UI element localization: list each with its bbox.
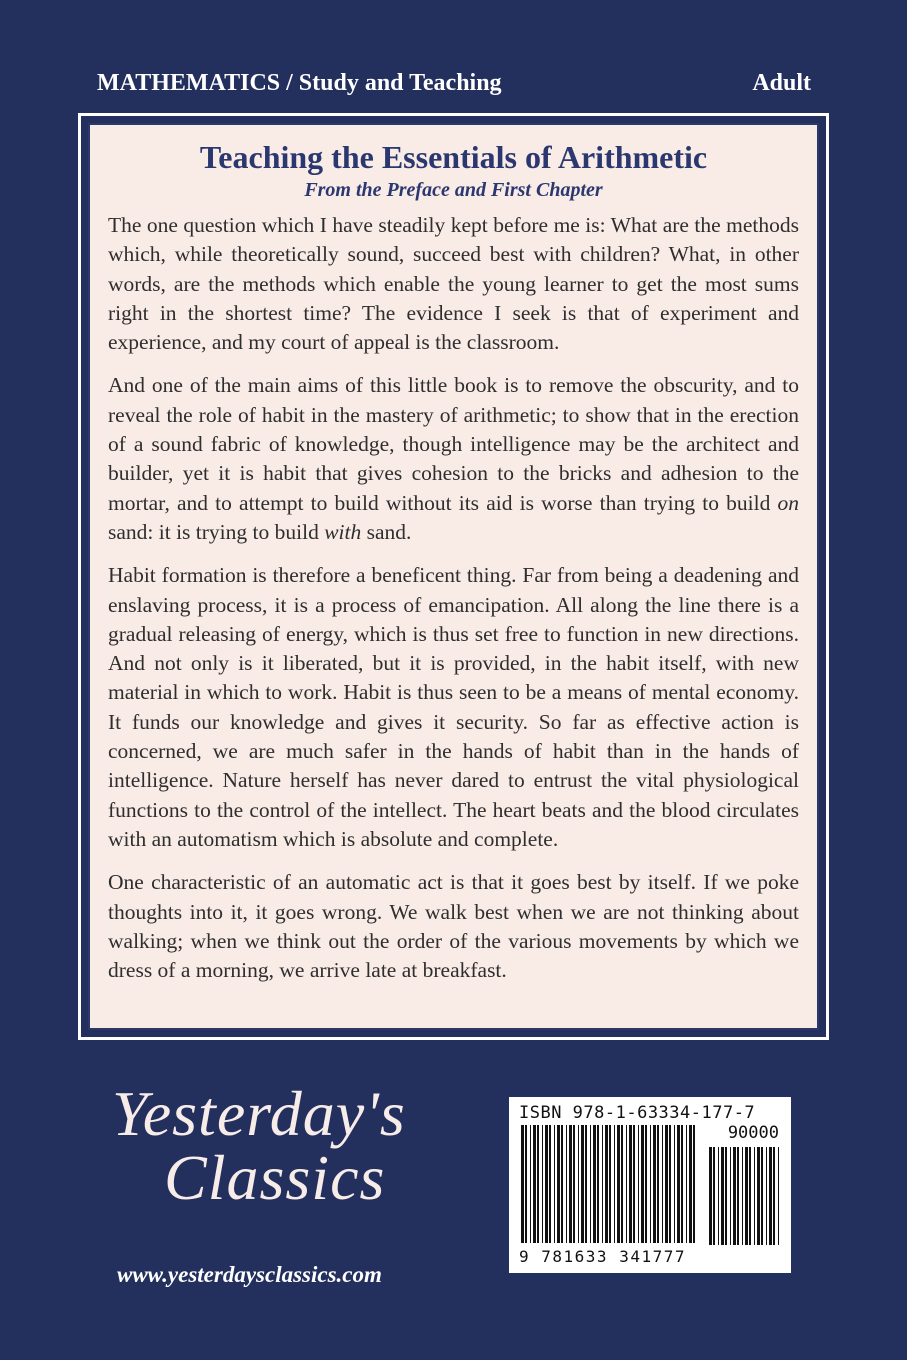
logo-line-1: Yesterday's — [112, 1078, 406, 1149]
barcode-bar — [677, 1125, 680, 1243]
p2-emphasis-with: with — [324, 519, 362, 544]
barcode-bar — [585, 1125, 587, 1243]
excerpt-panel — [88, 123, 819, 1030]
price-code: 90000 — [727, 1123, 779, 1143]
barcode-bar — [609, 1125, 611, 1243]
paragraph-4: One characteristic of an automatic act is that it goes best by itself. If we poke thoughts into it, it goes wrong. We walk best when we are not thinking about walking; when we think out the order of the various movements by which we dress of a morning, we arrive late at breakfast. — [108, 870, 799, 983]
book-title: Teaching the Essentials of Arithmetic — [199, 139, 708, 175]
barcode-bar — [645, 1125, 647, 1243]
barcode-box — [509, 1097, 791, 1273]
barcode-bar — [713, 1147, 715, 1245]
barcode-bar — [621, 1125, 623, 1243]
p2-part-b: sand: it is trying to build — [108, 519, 325, 544]
barcode-bar — [761, 1147, 763, 1245]
barcode-bar — [653, 1125, 656, 1243]
barcode-bar — [593, 1125, 596, 1243]
barcode-bar — [557, 1125, 560, 1243]
barcode-bar — [730, 1147, 731, 1245]
barcode-bar — [674, 1125, 675, 1243]
publisher-url[interactable]: www.yesterdaysclassics.com — [117, 1262, 382, 1287]
barcode-bar — [597, 1125, 599, 1243]
barcode-bar — [569, 1125, 572, 1243]
barcode-bar — [686, 1125, 687, 1243]
barcode-bar — [638, 1125, 639, 1243]
paragraph-2 — [108, 371, 799, 547]
p2-part-a: And one of the main aims of this little book is to remove the obscurity, and to reveal the role of habit in the mastery of arithmetic; to show that in the erection of a sound fabric of knowledge, though intelligence may be the architect and builder, yet it is habit that gives cohesion to the bricks and adhesion to the mortar, and to attempt to build without its aid is worse than trying to build — [108, 373, 799, 515]
barcode-bar — [626, 1125, 627, 1243]
barcode-bar — [566, 1125, 567, 1243]
ean-digits: 9 781633 341777 — [519, 1247, 686, 1266]
barcode-bar — [530, 1125, 531, 1243]
barcode-bar — [721, 1147, 724, 1245]
barcode-bar — [578, 1125, 579, 1243]
barcode-bar — [605, 1125, 608, 1243]
barcode-bar — [766, 1147, 767, 1245]
barcode-bar — [533, 1125, 536, 1243]
barcode-bar — [629, 1125, 632, 1243]
barcode-bar — [545, 1125, 548, 1243]
isbn-text: ISBN 978-1-63334-177-7 — [519, 1103, 756, 1123]
barcode-bar — [602, 1125, 603, 1243]
barcode-bar — [709, 1147, 712, 1245]
logo-line-2: Classics — [164, 1142, 386, 1213]
barcode-bar — [718, 1147, 719, 1245]
category-label: MATHEMATICS / Study and Teaching — [97, 70, 502, 96]
barcode-bar — [665, 1125, 668, 1243]
barcode-bar — [641, 1125, 644, 1243]
barcode-bar — [573, 1125, 575, 1243]
barcode-bar — [769, 1147, 772, 1245]
header — [97, 70, 811, 97]
barcode-bar — [725, 1147, 727, 1245]
barcode-bar — [693, 1125, 695, 1243]
barcode-bar — [681, 1125, 683, 1243]
barcode-bar — [754, 1147, 755, 1245]
p2-emphasis-on: on — [777, 490, 799, 515]
barcode-bar — [617, 1125, 620, 1243]
barcode-bar — [689, 1125, 692, 1243]
barcode-bar — [554, 1125, 555, 1243]
barcode-bar — [773, 1147, 775, 1245]
barcode-bars — [519, 1125, 781, 1245]
barcode-bar — [650, 1125, 651, 1243]
barcode-bar — [745, 1147, 748, 1245]
barcode-bar — [733, 1147, 736, 1245]
barcode-bar — [669, 1125, 671, 1243]
book-subtitle: From the Preface and First Chapter — [304, 179, 603, 201]
paragraph-1: The one question which I have steadily kept before me is: What are the methods which, while theoretically sound, succeed best with children? What, in other words, are the methods which enable the young learner to get the most sums right in the shortest time? The evidence I seek is that of experiment and experience, and my court of appeal is the classroom. — [108, 213, 799, 355]
barcode-bar — [742, 1147, 743, 1245]
barcode-bar — [657, 1125, 659, 1243]
barcode-bar — [521, 1125, 524, 1243]
barcode-bar — [633, 1125, 635, 1243]
barcode-bar — [525, 1125, 527, 1243]
barcode-bar — [749, 1147, 751, 1245]
barcode-bar — [757, 1147, 760, 1245]
p2-part-c: sand. — [361, 519, 412, 544]
barcode-bar — [778, 1147, 779, 1245]
barcode-bar — [542, 1125, 543, 1243]
barcode-bar — [549, 1125, 551, 1243]
barcode-bar — [537, 1125, 539, 1243]
barcode-bar — [737, 1147, 739, 1245]
barcode-bar — [581, 1125, 584, 1243]
barcode-bar — [561, 1125, 563, 1243]
publisher-logo — [112, 1078, 406, 1213]
audience-label: Adult — [752, 70, 811, 96]
barcode-bar — [590, 1125, 591, 1243]
paragraph-3: Habit formation is therefore a beneficent thing. Far from being a deadening and enslaving process, it is a process of emancipation. All along the line there is a gradual releasing of energy, which is thus set free to function in new directions. And not only is it liberated, but it is provided, in the habit itself, with new material in which to work. Habit is thus seen to be a means of mental economy. It funds our knowledge and gives it security. So far as effective action is concerned, we are much safer in the hands of habit than in the hands of intelligence. Nature herself has never dared to entrust the vital physiological functions to the control of the intellect. The heart beats and the blood circulates with an automatism which is absolute and complete. — [108, 563, 799, 851]
barcode-bar — [614, 1125, 615, 1243]
barcode-bar — [662, 1125, 663, 1243]
